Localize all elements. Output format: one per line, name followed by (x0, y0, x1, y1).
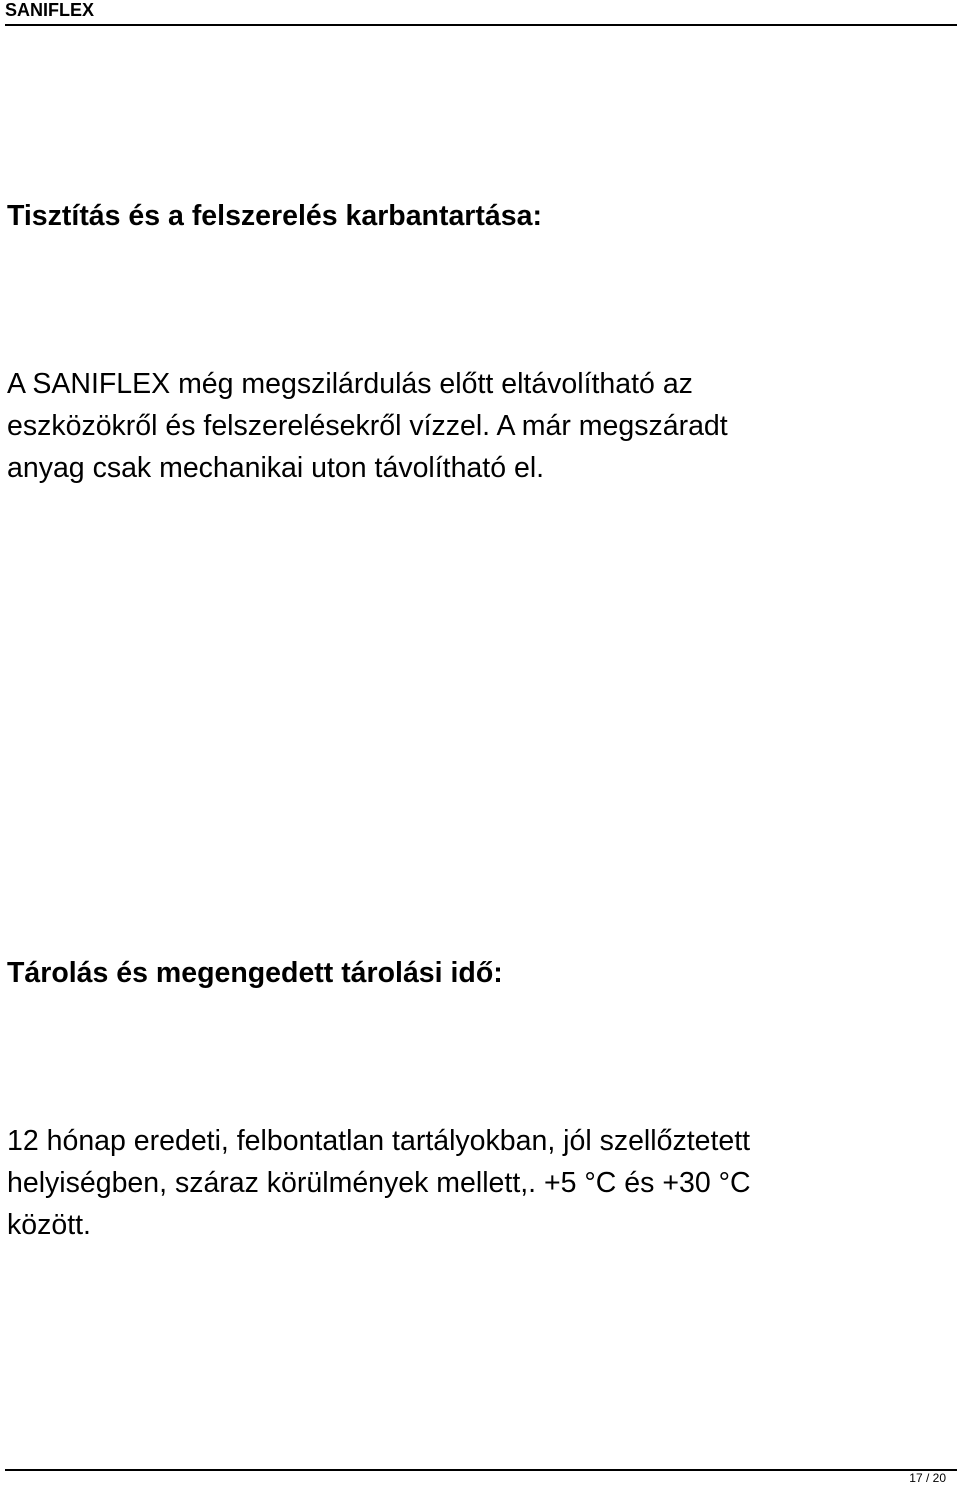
paragraph-line: 12 hónap eredeti, felbontatlan tartályokban, jól szellőztetett (7, 1125, 751, 1157)
document-header-title: SANIFLEX (5, 0, 95, 20)
paragraph-line: anyag csak mechanikai uton távolítható el. (7, 452, 545, 484)
paragraph-line: helyiségben, száraz körülmények mellett,. +5 °C és +30 °C (7, 1167, 751, 1199)
storage-section-heading: Tárolás és megengedett tárolási idő: (7, 957, 503, 989)
footer-divider (5, 1469, 957, 1471)
paragraph-line: A SANIFLEX még megszilárdulás előtt eltávolítható az (7, 368, 693, 400)
storage-section-paragraph (7, 1120, 751, 1246)
paragraph-line: eszközökről és felszerelésekről vízzel. A már megszáradt (7, 410, 728, 442)
cleaning-section-heading: Tisztítás és a felszerelés karbantartása: (7, 200, 542, 232)
page-number: 17 / 20 (909, 1471, 946, 1485)
paragraph-line: között. (7, 1209, 91, 1241)
header-divider (5, 24, 957, 26)
cleaning-section-paragraph (7, 363, 728, 489)
